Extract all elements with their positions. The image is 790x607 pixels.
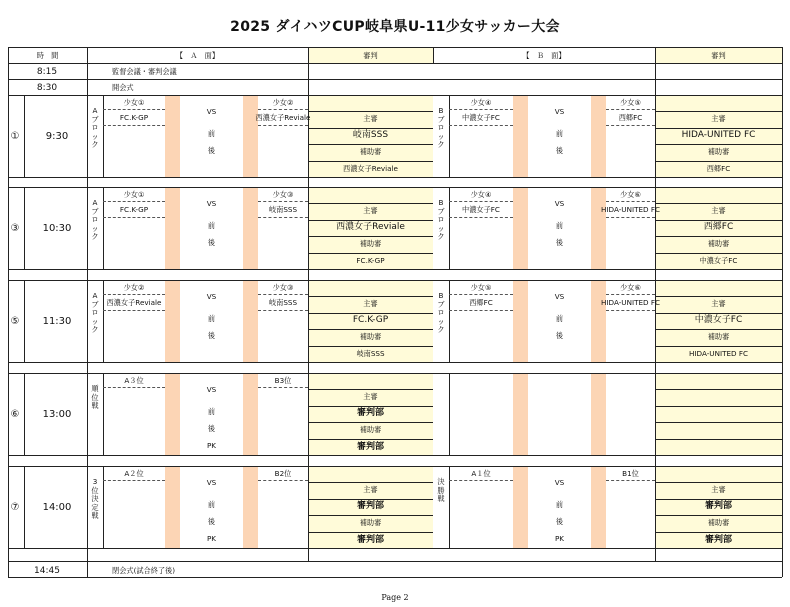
team-name: FC.K-GP [119,113,149,122]
pk-label: PK [206,441,217,450]
match-number: ⑦ [10,502,20,513]
referee-main-team: HIDA-UNITED FC [681,129,756,140]
grid-line [24,187,25,269]
time-cell: 14:00 [42,502,72,513]
peach-column [513,95,528,177]
group-label: Bブロック [437,198,445,242]
referee-main-label: 主審 [363,299,378,309]
referee-assist-label: 補助審 [359,239,382,249]
referee-row-line [655,111,782,112]
page-number: Page 2 [381,593,409,602]
grid-line [449,466,450,548]
group-label: Aブロック [91,106,99,150]
grid-line [24,95,25,177]
referee-row-line [308,329,433,330]
first-half-label: 前 [207,221,216,230]
dashed-line [258,125,308,126]
referee-assist-team: 審判部 [704,534,733,545]
referee-row-line [655,499,782,500]
time-cell: 9:30 [45,131,69,142]
dashed-line [103,310,165,311]
referee-row-line [308,111,433,112]
first-half-label: 前 [207,314,216,323]
slot-bottom-line [8,177,782,178]
referee-assist-label: 補助審 [359,332,382,342]
referee-row-line [655,236,782,237]
dashed-line [103,125,165,126]
grid-line [655,177,656,187]
dashed-line [606,125,655,126]
match-number: ⑤ [10,316,20,327]
peach-column [165,95,180,177]
referee-row-line [308,532,433,533]
event-cell: 開会式 [112,83,134,92]
grid-line [103,280,104,362]
referee-assist-label: 補助審 [707,332,730,342]
grid-line [308,95,309,177]
time-cell: 13:00 [42,409,72,420]
referee-assist-team: FC.K-GP [356,255,385,265]
grid-line [449,373,450,455]
referee-assist-team: 審判部 [356,441,385,452]
dashed-line [449,201,513,202]
dashed-line [258,109,308,110]
team-name: 岐南SSS [268,298,298,307]
second-half-label: 後 [555,517,564,526]
referee-assist-label: 補助審 [359,518,382,528]
team-name: 西濃女子Reviale [106,298,162,307]
header-court-a: 【 Ａ 面】 [175,51,220,60]
team-slot-label: A１位 [471,469,491,478]
slot-top-line [8,187,782,188]
team-slot-label: 少女③ [272,190,294,199]
dashed-line [258,310,308,311]
slot-bottom-line [8,455,782,456]
dashed-line [258,201,308,202]
dashed-line [449,109,513,110]
grid-line [655,270,656,280]
grid-line [103,187,104,269]
dashed-line [103,387,165,388]
referee-main-team: 審判部 [356,500,385,511]
grid-line [308,47,309,63]
team-slot-label: 少女⑤ [620,98,641,107]
dashed-line [103,480,165,481]
referee-assist-team: 岐南SSS [356,348,385,358]
grid-line [655,95,656,177]
match-number: ⑥ [10,409,20,420]
peach-column [513,373,528,455]
peach-column [591,373,606,455]
group-label: Bブロック [437,291,445,335]
time-cell: 8:30 [36,83,58,93]
team-slot-label: A２位 [124,469,144,478]
group-label: 3位決定戦 [91,477,99,521]
group-label: 決勝戦 [437,477,445,504]
referee-assist-label: 補助審 [707,239,730,249]
referee-assist-team: 審判部 [356,534,385,545]
second-half-label: 後 [207,146,216,155]
peach-column [591,95,606,177]
grid-line [308,270,309,280]
header-court-b: 【 Ｂ 面】 [522,51,566,60]
referee-main-team: 岐南SSS [352,129,389,140]
event-cell: 監督会議・審判会議 [112,67,177,76]
referee-main-label: 主審 [363,206,378,216]
referee-assist-team: HIDA-UNITED FC [689,348,748,358]
referee-row-line [655,296,782,297]
referee-assist-label: 補助審 [707,147,730,157]
peach-column [591,280,606,362]
team-name: HIDA-UNITED FC [601,298,660,307]
dashed-line [606,480,655,481]
dashed-line [103,294,165,295]
dashed-line [258,294,308,295]
referee-main-label: 主審 [711,299,726,309]
referee-row-line [655,128,782,129]
referee-main-team: FC.K-GP [352,314,389,325]
first-half-label: 前 [207,129,216,138]
grid-line [655,373,656,455]
referee-main-team: 西郷FC [703,221,734,232]
referee-row-line [655,406,782,407]
team-slot-label: 少女② [272,98,294,107]
first-half-label: 前 [555,129,564,138]
referee-main-label: 主審 [711,114,726,124]
grid-line [449,280,450,362]
grid-line [308,455,309,466]
dashed-line [103,201,165,202]
referee-row-line [308,144,433,145]
peach-column [243,373,258,455]
grid-line [308,466,309,548]
team-slot-label: 少女⑥ [620,190,641,199]
team-slot-label: 少女③ [272,283,294,292]
vs-label: VS [554,199,565,208]
table-left-line [8,47,9,577]
team-name: 西郷FC [469,298,493,307]
team-slot-label: B1位 [622,469,639,478]
referee-main-team: 審判部 [356,407,385,418]
dashed-line [103,109,165,110]
event-cell: 閉会式(試合終了後) [112,566,176,575]
grid-line [103,95,104,177]
referee-row-line [308,346,433,347]
team-slot-label: 少女① [123,98,145,107]
second-half-label: 後 [207,424,216,433]
slot-top-line [8,95,782,96]
grid-line [655,63,656,95]
referee-row-line [655,220,782,221]
referee-main-team: 審判部 [704,500,733,511]
referee-row-line [308,389,433,390]
grid-line [308,187,309,269]
table-right-line [782,47,783,577]
referee-row-line [308,236,433,237]
team-slot-label: 少女④ [470,98,492,107]
peach-column [243,95,258,177]
peach-column [165,280,180,362]
peach-column [513,466,528,548]
grid-line [24,280,25,362]
slot-bottom-line [8,269,782,270]
first-half-label: 前 [555,500,564,509]
vs-label: VS [206,292,217,301]
second-half-label: 後 [555,331,564,340]
referee-row-line [308,515,433,516]
grid-line [655,455,656,466]
grid-line [449,95,450,177]
second-half-label: 後 [555,146,564,155]
dashed-line [449,294,513,295]
referee-row-line [308,203,433,204]
dashed-line [606,294,655,295]
peach-column [513,187,528,269]
referee-row-line [655,389,782,390]
table-top-line [8,47,782,48]
vs-label: VS [554,107,565,116]
referee-main-label: 主審 [711,485,726,495]
referee-main-label: 主審 [363,392,378,402]
second-half-label: 後 [207,238,216,247]
referee-row-line [308,499,433,500]
referee-assist-team: 西郷FC [706,163,731,173]
team-slot-label: 少女⑤ [470,283,492,292]
dashed-line [103,217,165,218]
header-ref-b: 審判 [711,51,726,60]
page-title: 2025 ダイハツCUP岐阜県U-11少女サッカー大会 [230,19,560,35]
slot-top-line [8,466,782,467]
slot-bottom-line [8,548,782,549]
referee-main-label: 主審 [363,485,378,495]
referee-row-line [655,439,782,440]
first-half-label: 前 [207,500,216,509]
time-cell: 11:30 [42,316,72,327]
grid-line [433,47,434,63]
dashed-line [449,217,513,218]
grid-line [655,187,656,269]
grid-line [308,63,309,95]
grid-line [8,79,782,80]
peach-column [591,187,606,269]
dashed-line [258,387,308,388]
group-label: Aブロック [91,291,99,335]
referee-row-line [308,313,433,314]
grid-line [8,63,782,64]
grid-line [308,548,309,561]
table-bottom-line [8,577,782,578]
peach-column [243,187,258,269]
peach-column [591,466,606,548]
referee-row-line [308,128,433,129]
first-half-label: 前 [555,221,564,230]
second-half-label: 後 [207,331,216,340]
grid-line [655,466,656,548]
team-name: FC.K-GP [119,205,149,214]
referee-row-line [655,203,782,204]
peach-column [243,280,258,362]
referee-main-label: 主審 [711,206,726,216]
referee-main-team: 中濃女子FC [694,314,743,325]
team-slot-label: 少女② [123,283,145,292]
dashed-line [258,217,308,218]
vs-label: VS [206,478,217,487]
peach-column [513,280,528,362]
referee-assist-label: 補助審 [359,147,382,157]
referee-row-line [308,161,433,162]
referee-row-line [308,406,433,407]
grid-line [8,561,782,562]
referee-row-line [655,313,782,314]
time-cell: 10:30 [42,223,72,234]
dashed-line [606,310,655,311]
second-half-label: 後 [207,517,216,526]
match-number: ③ [10,223,20,234]
grid-line [655,548,656,561]
time-cell: 8:15 [36,67,58,77]
referee-bg [655,373,782,455]
referee-row-line [308,482,433,483]
dashed-line [449,125,513,126]
dashed-line [258,480,308,481]
referee-row-line [655,253,782,254]
team-name: 西郷FC [618,113,643,122]
referee-row-line [655,161,782,162]
team-name: HIDA-UNITED FC [601,205,660,214]
group-label: Bブロック [437,106,445,150]
grid-line [103,466,104,548]
group-label: Aブロック [91,198,99,242]
grid-line [308,177,309,187]
team-name: 中濃女子FC [462,113,500,122]
pk-label: PK [554,534,565,543]
peach-column [165,187,180,269]
grid-line [308,363,309,373]
team-slot-label: 少女④ [470,190,492,199]
referee-row-line [308,439,433,440]
referee-row-line [308,422,433,423]
slot-bottom-line [8,362,782,363]
grid-line [308,280,309,362]
group-label: 順位戦 [91,384,99,411]
dashed-line [449,310,513,311]
referee-row-line [655,532,782,533]
referee-row-line [655,422,782,423]
grid-line [87,47,88,577]
grid-line [655,280,656,362]
dashed-line [606,201,655,202]
grid-line [308,373,309,455]
peach-column [243,466,258,548]
referee-row-line [655,515,782,516]
team-name: 岐南SSS [268,205,298,214]
referee-row-line [655,144,782,145]
team-slot-label: 少女① [123,190,145,199]
referee-row-line [308,220,433,221]
referee-row-line [655,482,782,483]
team-slot-label: 少女⑥ [620,283,641,292]
referee-assist-team: 中濃女子FC [699,255,738,265]
peach-column [165,373,180,455]
header-time: 時 間 [36,51,59,60]
second-half-label: 後 [555,238,564,247]
referee-row-line [308,253,433,254]
team-slot-label: B2位 [274,469,292,478]
team-name: 中濃女子FC [462,205,500,214]
grid-line [655,47,656,63]
vs-label: VS [206,385,217,394]
team-slot-label: A３位 [124,376,144,385]
referee-main-team: 西濃女子Reviale [336,221,405,232]
referee-row-line [308,296,433,297]
grid-line [103,373,104,455]
referee-row-line [655,329,782,330]
referee-assist-team: 西濃女子Reviale [343,163,398,173]
referee-row-line [655,346,782,347]
time-cell: 14:45 [34,566,60,576]
dashed-line [606,217,655,218]
vs-label: VS [206,199,217,208]
header-ref-a: 審判 [363,51,378,60]
pk-label: PK [206,534,217,543]
team-name: 西濃女子Reviale [255,113,311,122]
first-half-label: 前 [555,314,564,323]
dashed-line [606,109,655,110]
referee-main-label: 主審 [363,114,378,124]
grid-line [24,466,25,548]
peach-column [165,466,180,548]
grid-line [24,373,25,455]
referee-assist-label: 補助審 [359,425,382,435]
slot-top-line [8,373,782,374]
dashed-line [449,480,513,481]
first-half-label: 前 [207,407,216,416]
vs-label: VS [554,292,565,301]
match-number: ① [10,131,20,142]
grid-line [655,363,656,373]
team-slot-label: B3位 [274,376,292,385]
vs-label: VS [206,107,217,116]
vs-label: VS [554,478,565,487]
slot-top-line [8,280,782,281]
grid-line [449,187,450,269]
referee-assist-label: 補助審 [707,518,730,528]
